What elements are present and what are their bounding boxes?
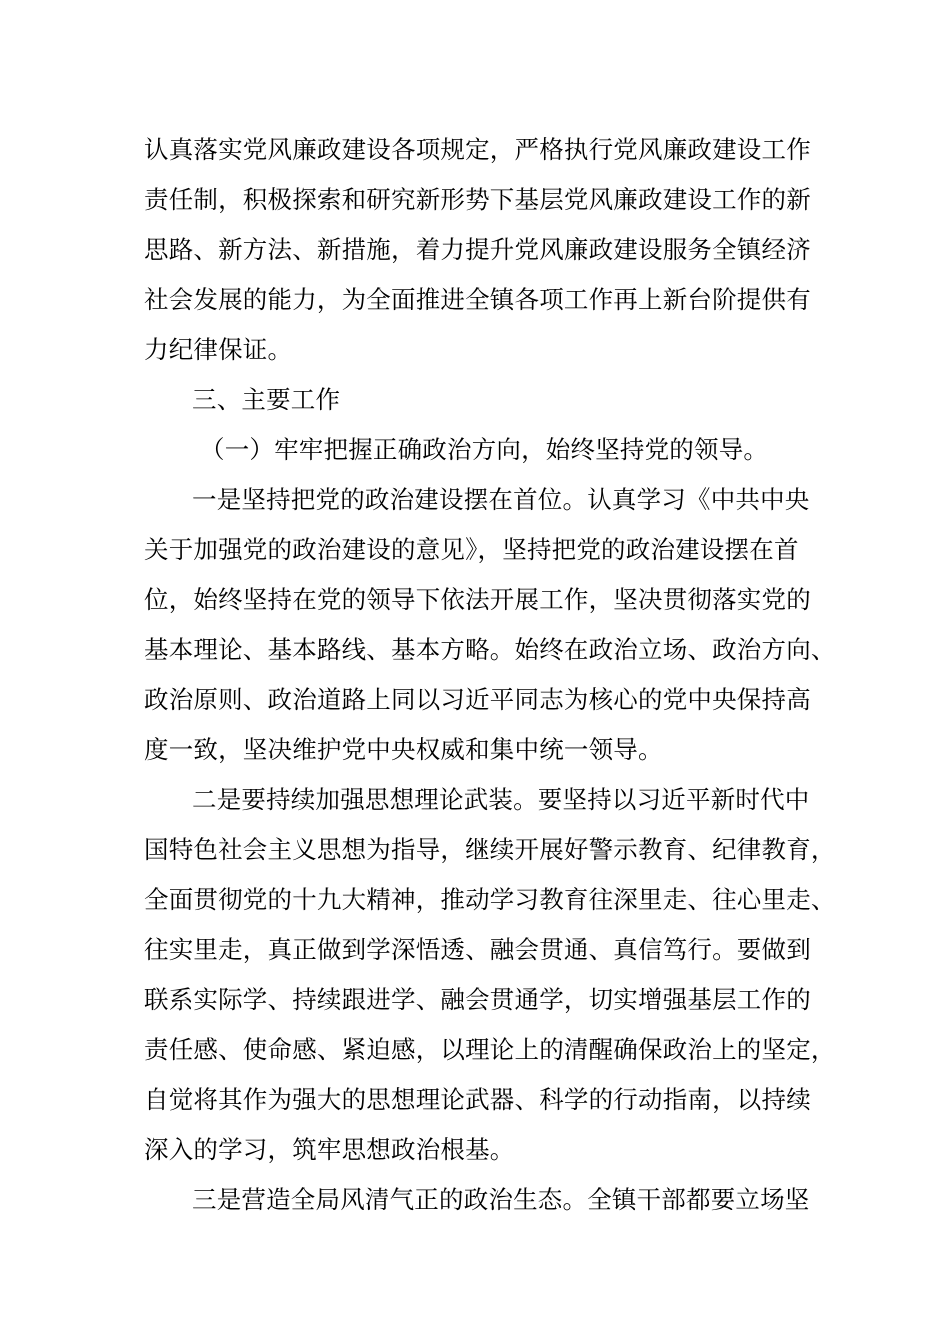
text-line: 往实里走，真正做到学深悟透、融会贯通、真信笃行。要做到 bbox=[144, 935, 811, 964]
text-line: 政治原则、政治道路上同以习近平同志为核心的党中央保持高 bbox=[144, 685, 811, 714]
text-line: 力纪律保证。 bbox=[144, 335, 293, 364]
text-line: 一是坚持把党的政治建设摆在首位。认真学习《中共中央 bbox=[192, 485, 810, 514]
text-line: 基本理论、基本路线、基本方略。始终在政治立场、政治方向、 bbox=[144, 635, 836, 664]
text-line: 责任制，积极探索和研究新形势下基层党风廉政建设工作的新 bbox=[144, 185, 811, 214]
text-line: 度一致，坚决维护党中央权威和集中统一领导。 bbox=[144, 735, 663, 764]
text-line: 三是营造全局风清气正的政治生态。全镇干部都要立场坚 bbox=[192, 1185, 810, 1214]
text-line: 深入的学习，筑牢思想政治根基。 bbox=[144, 1135, 515, 1164]
text-line: 责任感、使命感、紧迫感，以理论上的清醒确保政治上的坚定， bbox=[144, 1035, 836, 1064]
text-line: 社会发展的能力，为全面推进全镇各项工作再上新台阶提供有 bbox=[144, 285, 811, 314]
text-line: 国特色社会主义思想为指导，继续开展好警示教育、纪律教育， bbox=[144, 835, 836, 864]
text-line: 关于加强党的政治建设的意见》，坚持把党的政治建设摆在首 bbox=[144, 535, 799, 564]
text-line: 思路、新方法、新措施，着力提升党风廉政建设服务全镇经济 bbox=[144, 235, 811, 264]
text-line: 全面贯彻党的十九大精神，推动学习教育往深里走、往心里走、 bbox=[144, 885, 836, 914]
text-line: 二是要持续加强思想理论武装。要坚持以习近平新时代中 bbox=[192, 785, 810, 814]
text-line: 认真落实党风廉政建设各项规定，严格执行党风廉政建设工作 bbox=[144, 135, 811, 164]
text-line: 自觉将其作为强大的思想理论武器、科学的行动指南，以持续 bbox=[144, 1085, 811, 1114]
text-line: 位，始终坚持在党的领导下依法开展工作，坚决贯彻落实党的 bbox=[144, 585, 811, 614]
text-line: 联系实际学、持续跟进学、融会贯通学，切实增强基层工作的 bbox=[144, 985, 811, 1014]
section-heading: 三、主要工作 bbox=[192, 385, 341, 414]
subsection-heading: （一）牢牢把握正确政治方向，始终坚持党的领导。 bbox=[200, 435, 769, 464]
